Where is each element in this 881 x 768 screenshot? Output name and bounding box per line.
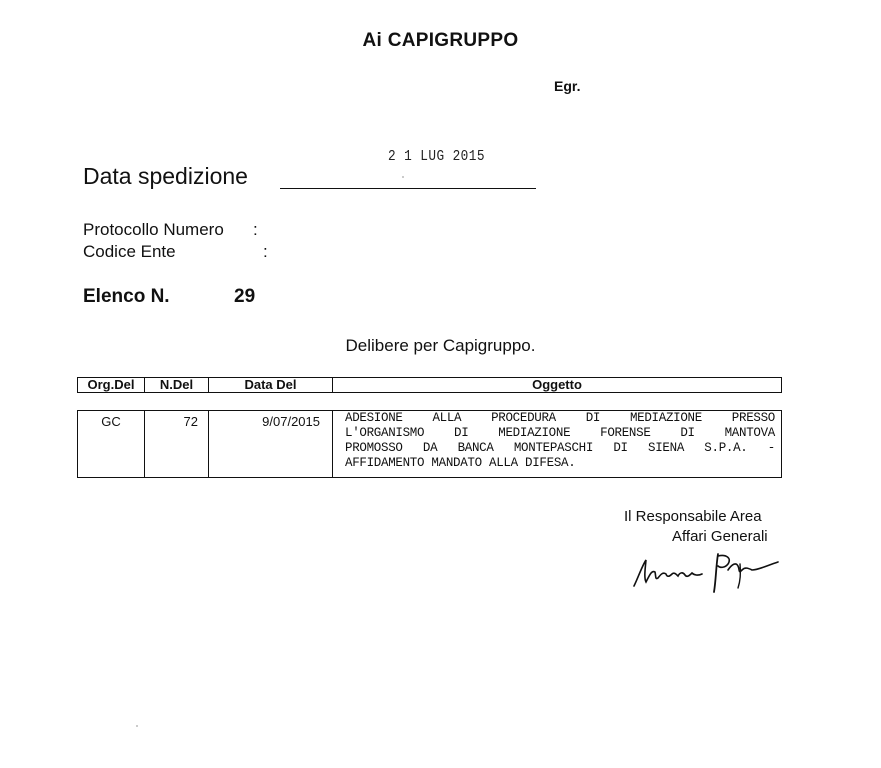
date-stamp: 2 1 LUG 2015 [388,148,485,165]
oggetto-line: ADESIONE ALLA PROCEDURA DI MEDIAZIONE PRESSO [345,411,775,425]
cell-data-del: 9/07/2015 [209,411,333,477]
table-header [77,377,782,393]
column-header-n-del: N.Del [145,378,209,392]
elenco-label: Elenco N. [83,286,170,307]
column-header-oggetto: Oggetto [532,377,582,392]
signatory-title: Il Responsabile Area [624,508,762,525]
recipient-salutation: Egr. [554,78,581,94]
signatory-department: Affari Generali [672,528,768,545]
scan-speck [402,176,404,178]
list-title: Delibere per Capigruppo. [345,336,536,355]
document-title: Ai CAPIGRUPPO [362,30,519,51]
table-row [77,410,782,478]
cell-org-del: GC [78,411,145,477]
codice-ente-label: Codice Ente [83,242,176,261]
cell-n-del: 72 [145,411,209,477]
protocollo-label: Protocollo Numero [83,220,224,239]
column-header-org-del: Org.Del [78,378,145,392]
handwritten-signature [628,548,788,594]
oggetto-line: L'ORGANISMO DI MEDIAZIONE FORENSE DI MANTOVA [345,426,775,440]
oggetto-line: AFFIDAMENTO MANDATO ALLA DIFESA. [345,456,576,470]
elenco-number: 29 [234,286,256,307]
codice-ente-colon: : [263,242,268,261]
cell-oggetto [333,411,781,477]
scan-speck [136,725,138,727]
data-spedizione-label: Data spedizione [83,163,248,189]
column-header-data-del: Data Del [209,378,333,392]
oggetto-line: PROMOSSO DA BANCA MONTEPASCHI DI SIENA S.P.A. - [345,441,775,455]
protocollo-colon: : [253,220,258,239]
data-spedizione-line [280,188,536,189]
